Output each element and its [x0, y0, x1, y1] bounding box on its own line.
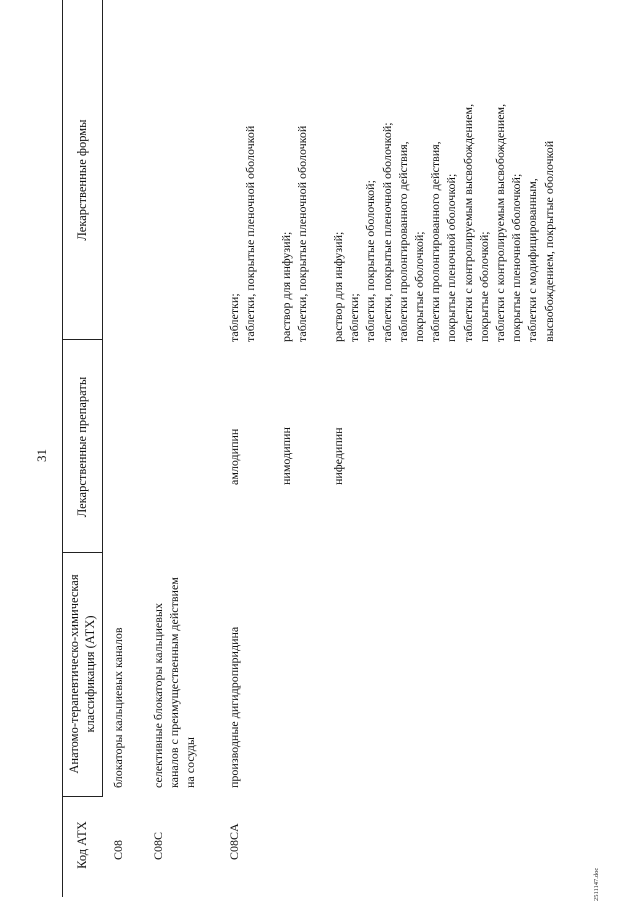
header-code: Код АТХ	[75, 821, 89, 869]
column-divider-3	[62, 339, 103, 340]
classification-cell: блокаторы кальциевых каналов	[111, 627, 125, 788]
drug-name: амлодипин	[227, 428, 241, 485]
drug-name: нимодипин	[279, 427, 293, 485]
code-cell: C08	[111, 839, 125, 860]
classification-cell: селективные блокаторы кальциевых каналов с преимущественным действием на сосуды	[151, 577, 198, 788]
header-preparations: Лекарственные препараты	[75, 376, 89, 518]
code-cell: C08CA	[227, 823, 241, 860]
column-divider-1	[62, 796, 103, 797]
code-cell: C08C	[151, 831, 165, 860]
column-divider-2	[62, 552, 103, 553]
table-top-rule	[62, 0, 63, 897]
header-forms: Лекарственные формы	[75, 119, 89, 241]
header-classification: Анатомо-терапевтическо-химическая классификация (АТХ)	[67, 574, 97, 774]
drug-forms: таблетки; таблетки, покрытые пленочной оболочкой	[227, 125, 258, 342]
drug-forms: раствор для инфузий; таблетки; таблетки, покрытые оболочкой; таблетки, покрытые пленочной оболочкой; таблетки пролонгированного действия, покрытые оболочкой; таблетки пролонгированного действия, покрытые пленочной оболочкой; таблетки с контролируемым высвобождением, покрытые оболочкой; таблетки с контролируемым высвобождением, покрытые пленочной оболочкой; таблетки с модифицированным, высвобождением, покрытые оболочкой	[331, 103, 556, 342]
drug-forms: раствор для инфузий; таблетки, покрытые пленочной оболочкой	[279, 125, 310, 342]
footer-file-name: 2511147.doc	[593, 867, 600, 901]
page-number: 31	[34, 449, 49, 462]
classification-cell: производные дигидропиридина	[227, 626, 241, 788]
table-header-rule	[102, 0, 103, 797]
drug-name: нифедипин	[331, 427, 345, 485]
